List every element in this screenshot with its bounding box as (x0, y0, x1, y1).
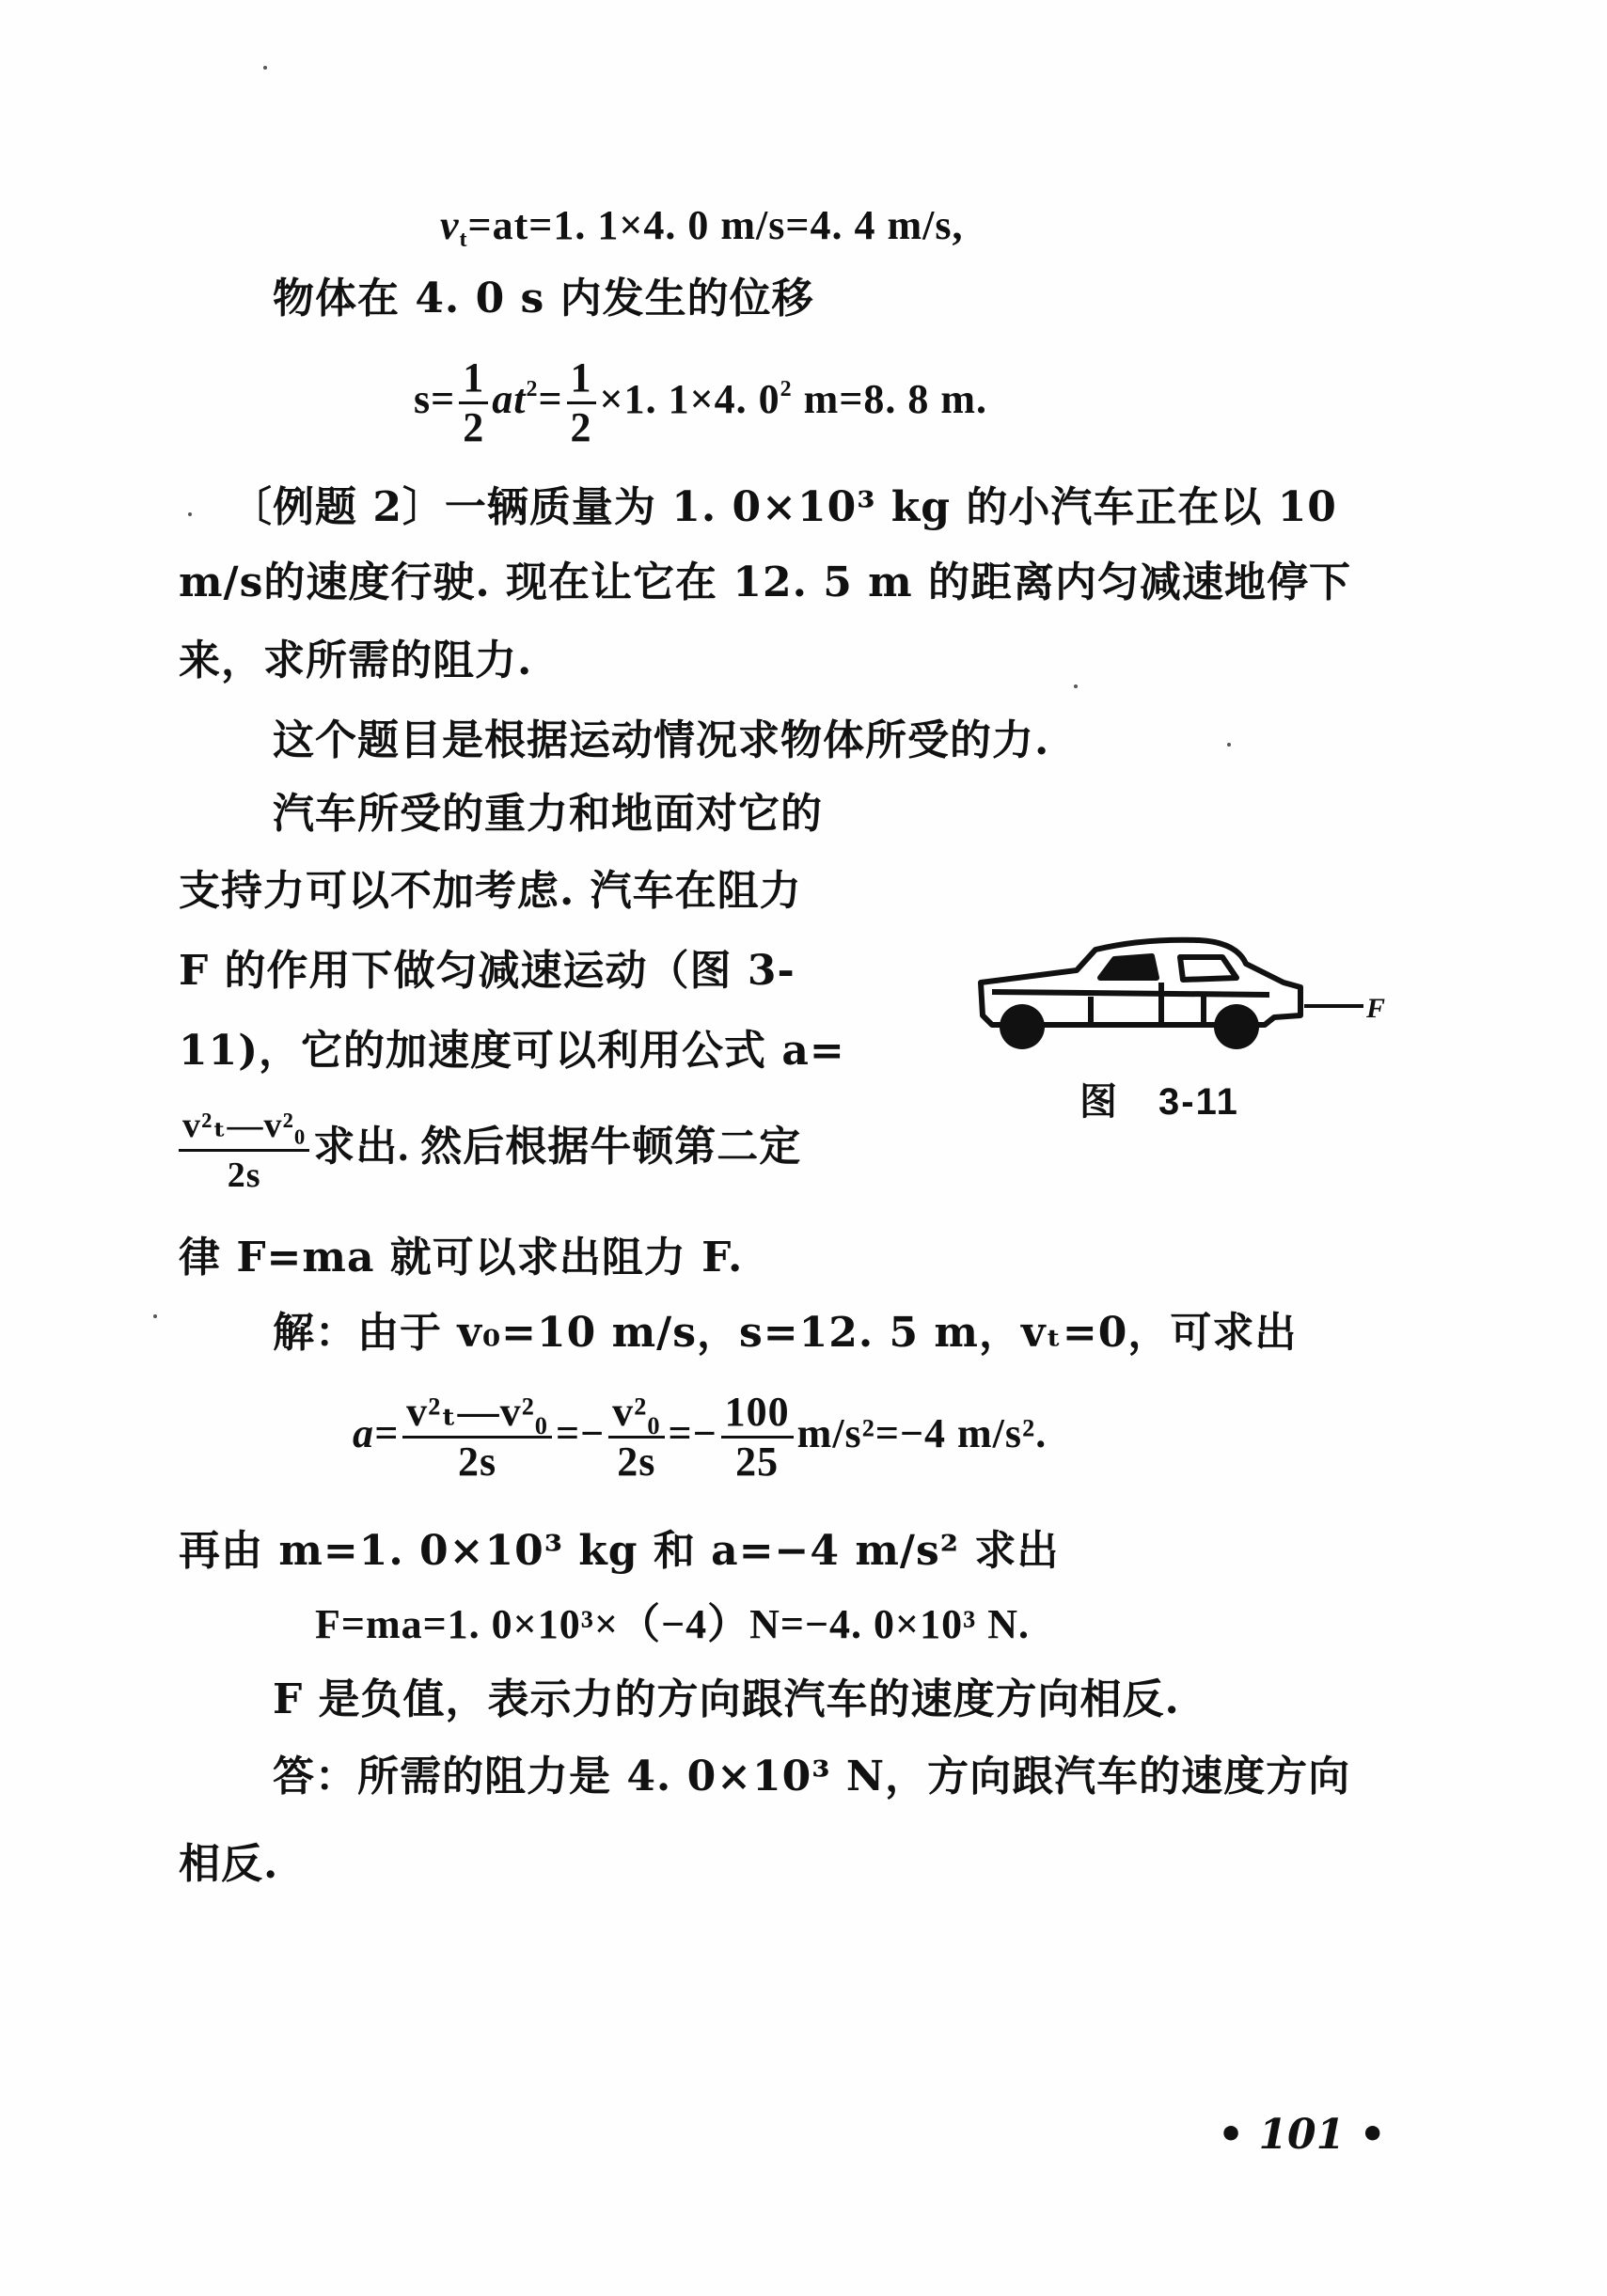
fraction-a-2 (608, 1389, 664, 1486)
eq-s-result: m=8. 8 m. (792, 376, 988, 422)
fraction-a-1 (402, 1389, 552, 1486)
eq-a-equals-neg-2: =− (668, 1410, 717, 1456)
scan-speck (1074, 684, 1078, 688)
example2-line2: m/s的速度行驶. 现在让它在 12. 5 m 的距离内匀减速地停下 (179, 558, 1352, 606)
equation-force: F=ma=1. 0×10³×（−4）N=−4. 0×10³ N. (315, 1601, 1031, 1647)
fraction-denominator: 25 (735, 1439, 780, 1486)
paragraph-topic: 这个题目是根据运动情况求物体所受的力. (273, 716, 1050, 764)
fraction-denominator: 2 (570, 404, 592, 451)
fraction-numerator: 1 (459, 354, 488, 404)
equation-displacement (414, 348, 987, 451)
wrapped-line5-text: 求出. 然后根据牛顿第二定 (313, 1124, 802, 1170)
wrapped-line4: 11)，它的加速度可以利用公式 a= (179, 1027, 845, 1075)
wrapped-line2: 支持力可以不加考虑. 汽车在阻力 (179, 867, 802, 915)
eq-a-result: m/s²=−4 m/s². (796, 1410, 1048, 1456)
fraction-denominator: 2 (463, 404, 485, 451)
equation-acceleration (353, 1382, 1047, 1486)
wrapped-line6: 律 F=ma 就可以求出阻力 F. (179, 1234, 744, 1282)
fraction-accel-formula (179, 1102, 309, 1199)
eq-vt-lhs: v (440, 202, 460, 248)
eq-vt-rest: =at=1. 1×4. 0 m/s=4. 4 m/s, (467, 202, 964, 248)
wrapped-line3: F 的作用下做匀减速运动（图 3- (179, 947, 796, 995)
eq-s-at: at (492, 376, 527, 422)
answer-line2: 相反. (179, 1840, 279, 1888)
eq-s-equals: = (538, 376, 563, 422)
figure-caption: 图 3-11 (1079, 1081, 1239, 1123)
equation-final-velocity (440, 199, 963, 252)
fraction-numerator: v²ₜ—v²₀ (402, 1389, 552, 1439)
fraction-numerator: v²₀ (608, 1389, 664, 1439)
fraction-denominator: 2s (227, 1156, 261, 1196)
rear-wheel-icon (1000, 1004, 1045, 1049)
fraction-a-3 (721, 1389, 794, 1486)
fraction-numerator: 100 (721, 1389, 794, 1439)
scan-speck (153, 1314, 157, 1318)
wrapped-line1: 汽车所受的重力和地面对它的 (273, 790, 823, 838)
eq-a-lhs: a= (353, 1410, 400, 1456)
wrapped-line5 (175, 1100, 801, 1199)
example2-line3: 来，求所需的阻力. (179, 637, 533, 684)
solution-line3: F 是负值，表示力的方向跟汽车的速度方向相反. (273, 1675, 1180, 1723)
scan-speck (1227, 743, 1231, 747)
eq-s-exponent: 2 (526, 377, 539, 401)
eq-s-tail-exponent: 2 (780, 377, 793, 401)
page-number: • 101 • (1218, 2111, 1386, 2159)
fraction-denominator: 2s (457, 1439, 497, 1486)
scan-speck (188, 512, 192, 516)
eq-a-equals-neg: =− (555, 1410, 606, 1456)
solution-line2: 再由 m=1. 0×10³ kg 和 a=−4 m/s² 求出 (179, 1527, 1060, 1575)
force-label: F (1366, 993, 1386, 1024)
fraction-numerator: 1 (567, 354, 596, 404)
eq-vt-sub: t (459, 228, 468, 252)
eq-s-lhs: s= (414, 376, 456, 422)
paragraph-displacement: 物体在 4. 0 s 内发生的位移 (273, 275, 814, 322)
fraction-half-2 (567, 354, 596, 451)
scan-speck (263, 66, 267, 70)
fraction-half-1 (459, 354, 488, 451)
answer-line1: 答：所需的阻力是 4. 0×10³ N，方向跟汽车的速度方向 (273, 1753, 1351, 1801)
fraction-denominator: 2s (617, 1439, 656, 1486)
front-wheel-icon (1214, 1004, 1259, 1049)
fraction-numerator: v²ₜ—v²₀ (179, 1102, 309, 1152)
solution-line1: 解：由于 v₀=10 m/s，s=12. 5 m，vₜ=0，可求出 (273, 1309, 1298, 1357)
eq-s-tail: ×1. 1×4. 0 (599, 376, 780, 422)
example2-line1: 〔例题 2〕一辆质量为 1. 0×10³ kg 的小汽车正在以 10 (230, 483, 1337, 531)
